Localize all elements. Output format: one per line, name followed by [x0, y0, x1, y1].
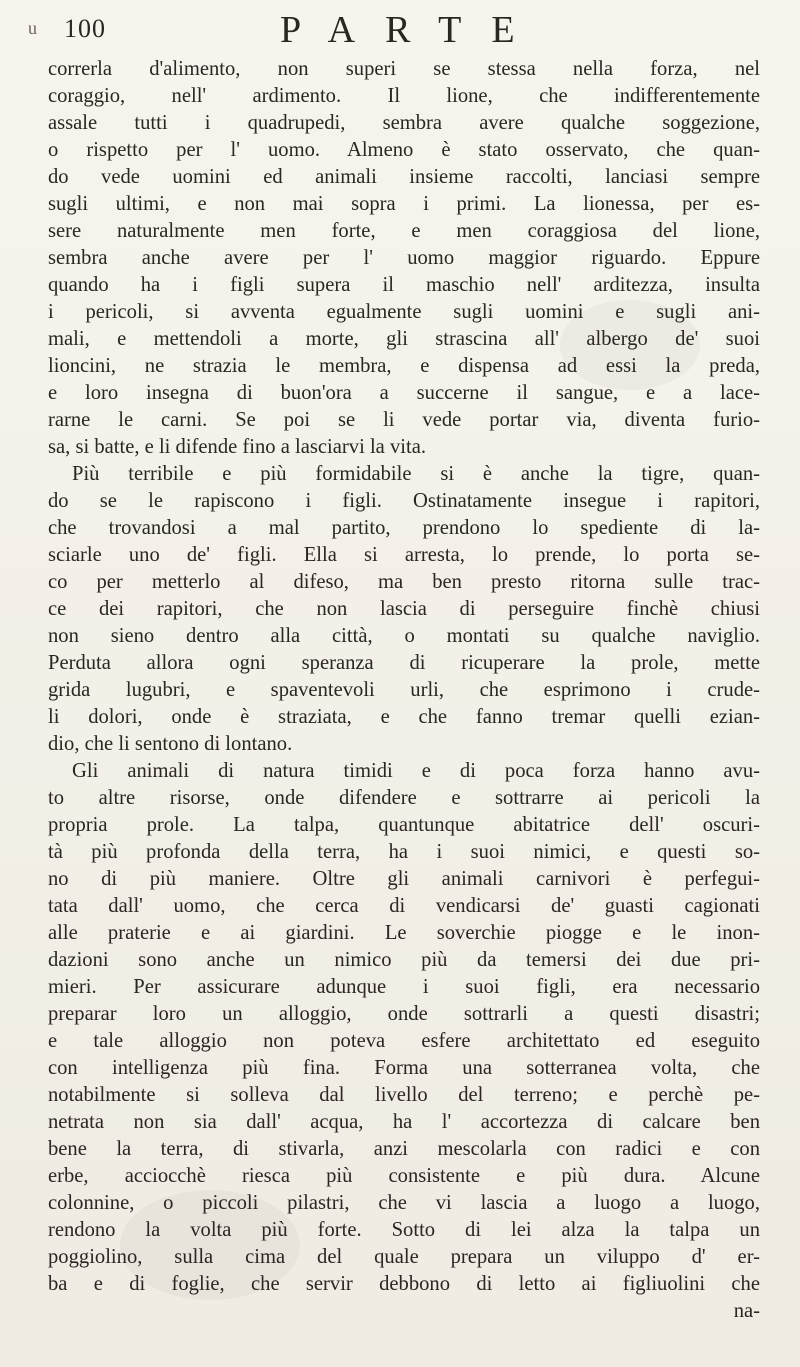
text-line: i pericoli, si avventa egualmente sugli uomini e sugli ani- — [48, 301, 760, 323]
text-line: e loro insegna di buon'ora a succerne il sangue, e a lace- — [48, 382, 760, 404]
page-header — [28, 6, 768, 54]
text-line: co per metterlo al difeso, ma ben presto ritorna sulle trac- — [48, 571, 760, 593]
text-line: Gli animali di natura timidi e di poca forza hanno avu- — [72, 760, 760, 782]
text-line: con intelligenza più fina. Forma una sotterranea volta, che — [48, 1057, 760, 1079]
text-line: notabilmente si solleva dal livello del terreno; e perchè pe- — [48, 1084, 760, 1106]
text-line: sere naturalmente men forte, e men coraggiosa del lione, — [48, 220, 760, 242]
text-line: propria prole. La talpa, quantunque abitatrice dell' oscuri- — [48, 814, 760, 836]
text-line: mali, e mettendoli a morte, gli strascina all' albergo de' suoi — [48, 328, 760, 350]
text-line: quando ha i figli supera il maschio nell' arditezza, insulta — [48, 274, 760, 296]
text-line: na- — [733, 1300, 760, 1322]
text-line: ce dei rapitori, che non lascia di perseguire finchè chiusi — [48, 598, 760, 620]
text-line: sembra anche avere per l' uomo maggior riguardo. Eppure — [48, 247, 760, 269]
text-line: sa, si batte, e li difende fino a lasciarvi la vita. — [48, 436, 426, 458]
text-line: bene la terra, di stivarla, anzi mescolarla con radici e con — [48, 1138, 760, 1160]
text-line: preparar loro un alloggio, onde sottrarli a questi disastri; — [48, 1003, 760, 1025]
text-line: non sieno dentro alla città, o montati su qualche naviglio. — [48, 625, 760, 647]
text-line: mieri. Per assicurare adunque i suoi figli, era necessario — [48, 976, 760, 998]
text-line: Più terribile e più formidabile si è anche la tigre, quan- — [72, 463, 760, 485]
text-line: alle praterie e ai giardini. Le soverchie piogge e le inon- — [48, 922, 760, 944]
text-line: do vede uomini ed animali insieme raccolti, lanciasi sempre — [48, 166, 760, 188]
page-number: 100 — [64, 14, 106, 43]
text-line: erbe, acciocchè riesca più consistente e più dura. Alcune — [48, 1165, 760, 1187]
text-line: netrata non sia dall' acqua, ha l' accortezza di calcare ben — [48, 1111, 760, 1133]
text-line: rendono la volta più forte. Sotto di lei alza la talpa un — [48, 1219, 760, 1241]
text-line: to altre risorse, onde difendere e sottrarre ai pericoli la — [48, 787, 760, 809]
text-line: o rispetto per l' uomo. Almeno è stato osservato, che quan- — [48, 139, 760, 161]
text-line: grida lugubri, e spaventevoli urli, che esprimono i crude- — [48, 679, 760, 701]
text-line: sugli ultimi, e non mai sopra i primi. La lionessa, per es- — [48, 193, 760, 215]
text-line: dio, che li sentono di lontano. — [48, 733, 293, 755]
text-line: assale tutti i quadrupedi, sembra avere qualche soggezione, — [48, 112, 760, 134]
margin-mark: u — [28, 18, 37, 38]
text-line: coraggio, nell' ardimento. Il lione, che indifferentemente — [48, 85, 760, 107]
text-line: li dolori, onde è straziata, e che fanno tremar quelli ezian- — [48, 706, 760, 728]
text-line: Perduta allora ogni speranza di ricuperare la prole, mette — [48, 652, 760, 674]
text-line: che trovandosi a mal partito, prendono lo spediente di la- — [48, 517, 760, 539]
text-line: poggiolino, sulla cima del quale prepara un viluppo d' er- — [48, 1246, 760, 1268]
text-line: ba e di foglie, che servir debbono di letto ai figliuolini che — [48, 1273, 760, 1295]
text-line: lioncini, ne strazia le membra, e dispensa ad essi la preda, — [48, 355, 760, 377]
text-line: tà più profonda della terra, ha i suoi nimici, e questi so- — [48, 841, 760, 863]
body-text — [48, 56, 760, 1325]
text-line: colonnine, o piccoli pilastri, che vi lascia a luogo a luogo, — [48, 1192, 760, 1214]
running-head: PARTE — [280, 9, 545, 51]
text-line: tata dall' uomo, che cerca di vendicarsi de' guasti cagionati — [48, 895, 760, 917]
text-line: e tale alloggio non poteva esfere architettato ed eseguito — [48, 1030, 760, 1052]
text-line: rarne le carni. Se poi se li vede portar via, diventa furio- — [48, 409, 760, 431]
text-line: dazioni sono anche un nimico più da temersi dei due pri- — [48, 949, 760, 971]
text-line: sciarle uno de' figli. Ella si arresta, lo prende, lo porta se- — [48, 544, 760, 566]
text-line: no di più maniere. Oltre gli animali carnivori è perfegui- — [48, 868, 760, 890]
text-line: do se le rapiscono i figli. Ostinatamente insegue i rapitori, — [48, 490, 760, 512]
text-line: correrla d'alimento, non superi se stessa nella forza, nel — [48, 58, 760, 80]
